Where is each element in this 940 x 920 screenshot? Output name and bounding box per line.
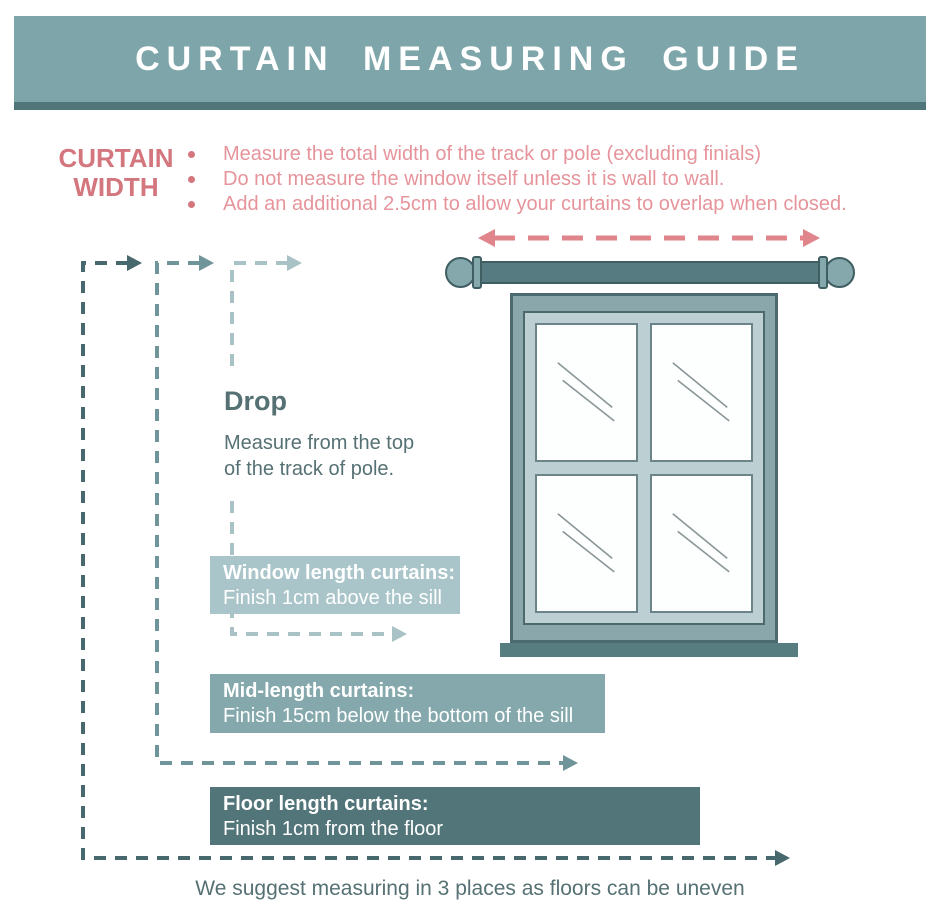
mid-length-box xyxy=(210,674,605,733)
width-arrow-right-icon xyxy=(803,229,820,247)
mid-length-title: Mid-length curtains: xyxy=(223,680,415,702)
drop-description-line2: of the track of pole. xyxy=(224,458,395,480)
mid-length-detail: Finish 15cm below the bottom of the sill xyxy=(223,705,574,727)
bullet-text: Add an additional 2.5cm to allow your curtains to overlap when closed. xyxy=(223,193,847,215)
window-pane xyxy=(650,323,753,462)
drop-heading: Drop xyxy=(224,386,287,416)
window-length-title: Window length curtains: xyxy=(223,562,456,584)
pole-ring-left xyxy=(472,256,482,289)
window-sill xyxy=(500,643,798,657)
drop-section xyxy=(218,370,456,496)
pole-ring-right xyxy=(818,256,828,289)
window-inner-frame xyxy=(523,311,765,625)
glass-reflection-icon xyxy=(537,476,636,611)
window-pane xyxy=(535,474,638,613)
drop-line-mid-end-arrow-icon xyxy=(563,755,578,771)
window-pane xyxy=(535,323,638,462)
drop-description-line1: Measure from the top xyxy=(224,432,415,454)
drop-line-mid-top-arrow-icon xyxy=(199,255,214,271)
drop-line-window-end-arrow-icon xyxy=(392,626,407,642)
window-pane xyxy=(650,474,753,613)
glass-reflection-icon xyxy=(652,476,751,611)
drop-line-window-top-arrow-icon xyxy=(287,255,302,271)
curtain-width-heading-line2: WIDTH xyxy=(73,172,159,202)
drop-description xyxy=(224,430,456,482)
glass-reflection-icon xyxy=(652,325,751,460)
width-arrow-left-icon xyxy=(478,229,495,247)
floor-length-box xyxy=(210,787,700,845)
bullet-text: Do not measure the window itself unless it is wall to wall. xyxy=(223,168,725,190)
window-length-detail: Finish 1cm above the sill xyxy=(223,587,442,609)
floor-length-title: Floor length curtains: xyxy=(223,793,429,815)
window-illustration xyxy=(510,293,778,643)
window-length-box xyxy=(210,556,460,614)
floor-length-detail: Finish 1cm from the floor xyxy=(223,818,444,840)
bullet-text: Measure the total width of the track or pole (excluding finials) xyxy=(223,143,762,165)
page-title: CURTAIN MEASURING GUIDE xyxy=(135,39,805,78)
glass-reflection-icon xyxy=(537,325,636,460)
pole-finial-right xyxy=(824,257,855,288)
footer-note: We suggest measuring in 3 places as floors can be uneven xyxy=(195,877,745,900)
drop-line-floor-end-arrow-icon xyxy=(775,850,790,866)
curtain-pole xyxy=(479,261,823,284)
curtain-width-heading-line1: CURTAIN xyxy=(58,143,174,173)
drop-line-floor-top-arrow-icon xyxy=(127,255,142,271)
